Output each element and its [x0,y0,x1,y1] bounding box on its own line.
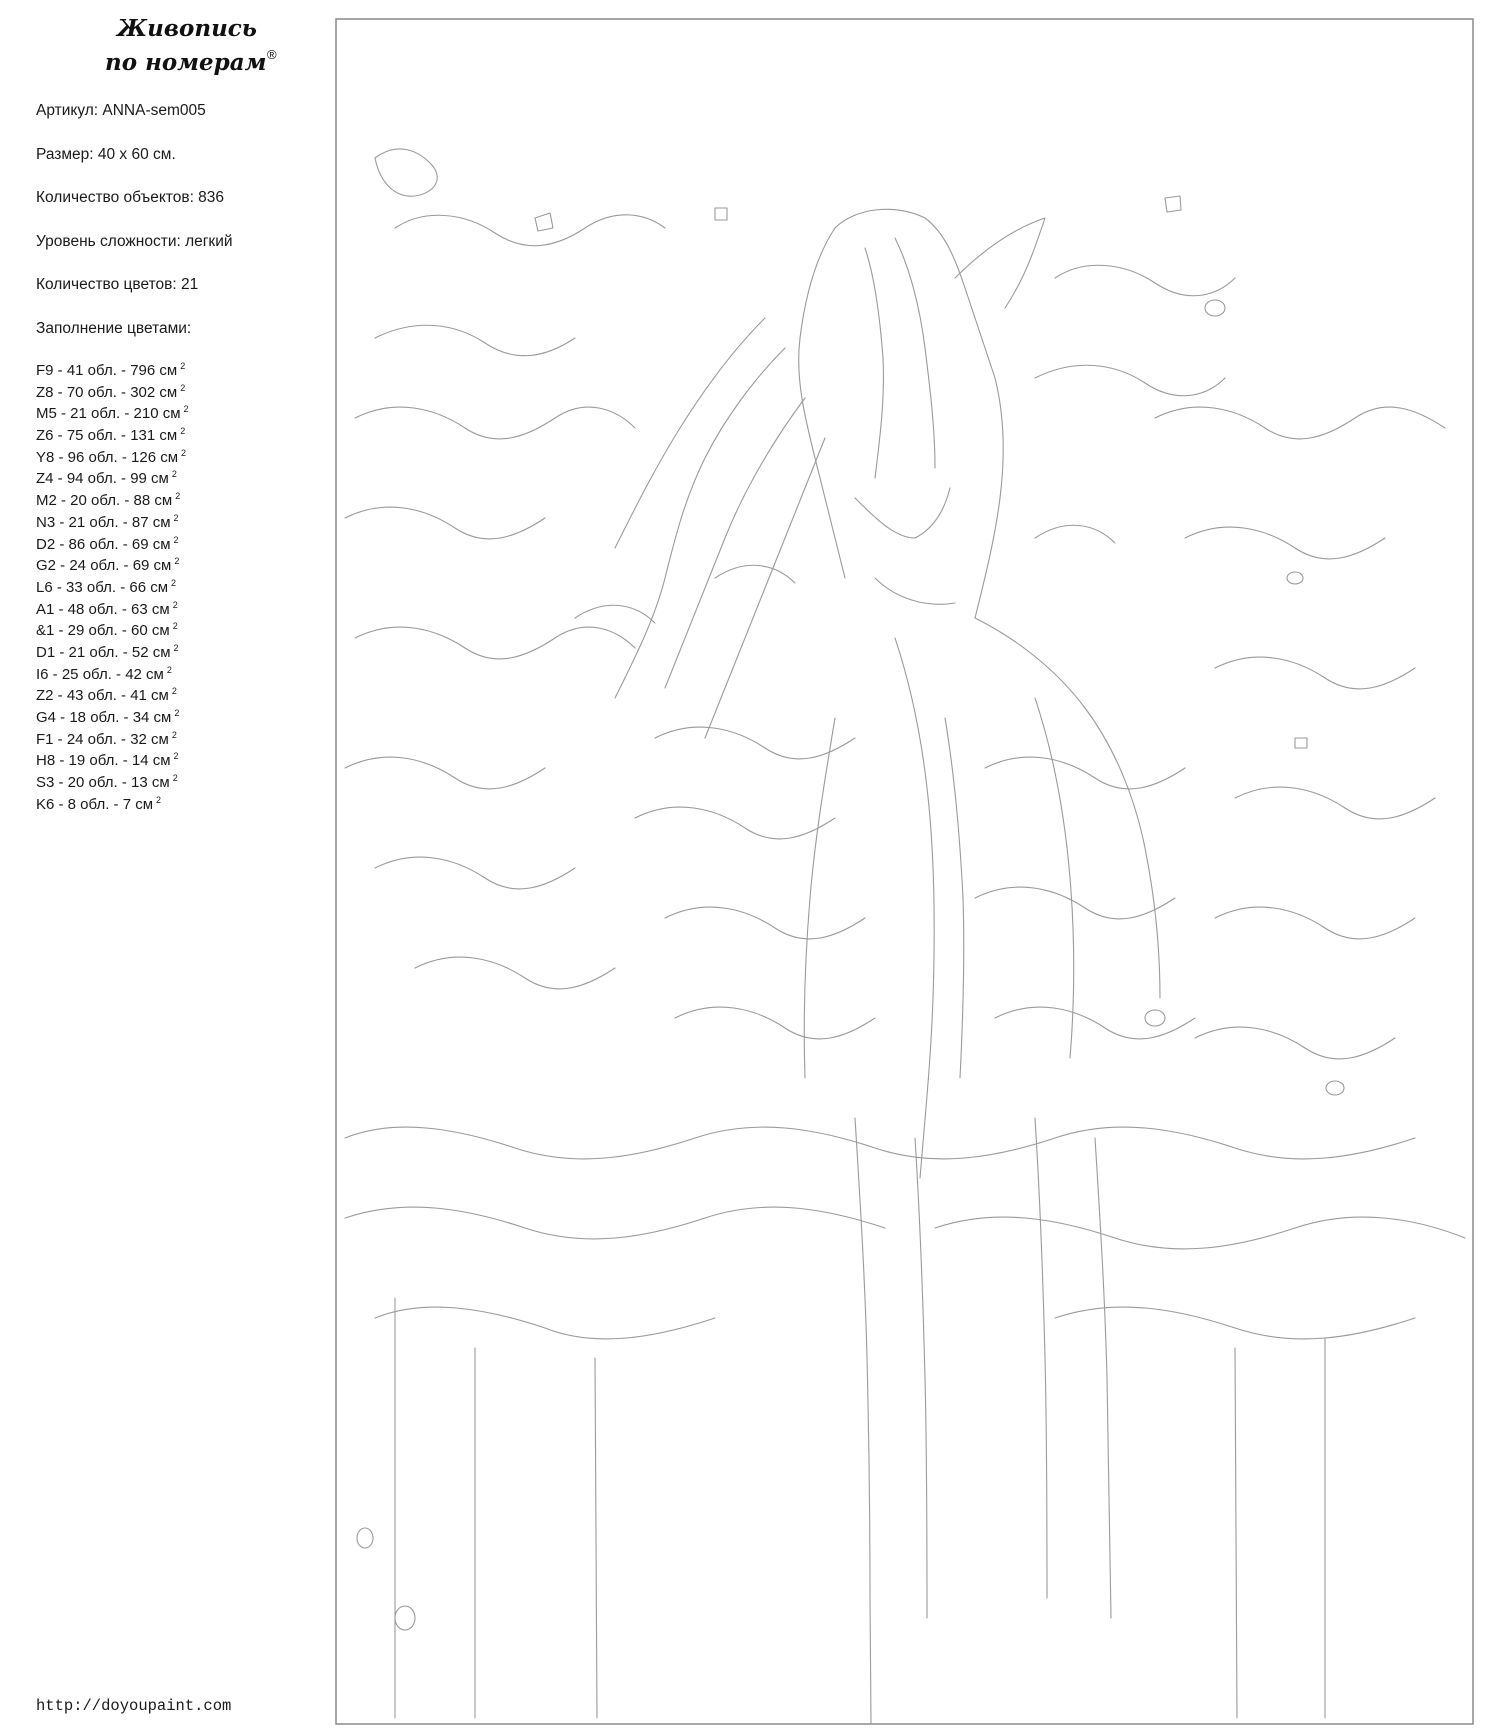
color-fill-row [36,620,189,642]
size-label: Размер: 40 x 60 см. [36,145,176,163]
color-fill-row [36,447,189,469]
color-fill-text: F1 - 24 обл. - 32 см [36,730,169,748]
color-fill-text: G4 - 18 обл. - 34 см [36,709,172,726]
color-fill-text: D1 - 21 обл. - 52 см [36,643,171,661]
fill-heading: Заполнение цветами: [36,319,192,337]
squared-unit-mark: 2 [156,794,162,805]
squared-unit-mark: 2 [180,382,186,393]
color-fill-text: &1 - 29 обл. - 60 см [36,622,170,640]
squared-unit-mark: 2 [173,751,179,762]
squared-unit-mark: 2 [173,512,179,523]
squared-unit-mark: 2 [171,469,177,480]
color-fill-text: Z2 - 43 обл. - 41 см [36,687,169,705]
color-fill-text: I6 - 25 обл. - 42 см [36,665,164,683]
color-fill-row [36,468,189,490]
colors-count-label: Количество цветов: 21 [36,276,199,293]
brand-logo [90,12,290,80]
color-fill-text: F9 - 41 обл. - 796 см [36,362,178,379]
color-fill-row [36,794,189,816]
color-fill-row [36,534,189,556]
squared-unit-mark: 2 [172,773,178,784]
website-link[interactable]: http://doyoupaint.com [36,1697,232,1715]
color-fill-row [36,599,189,621]
squared-unit-mark: 2 [172,621,178,632]
horse-outline-lines [345,149,1465,1724]
color-fill-text: N3 - 21 обл. - 87 см [36,513,171,531]
color-fill-row [36,750,189,772]
squared-unit-mark: 2 [183,404,189,415]
squared-unit-mark: 2 [180,361,186,371]
canvas-frame [336,19,1473,1724]
color-fill-row [36,642,189,664]
color-fill-row [36,577,189,599]
difficulty-label: Уровень сложности: легкий [36,232,233,250]
registered-mark: ® [267,47,277,62]
color-fill-text: Z8 - 70 обл. - 302 см [36,383,178,401]
objects-count-label: Количество объектов: 836 [36,189,225,206]
squared-unit-mark: 2 [166,664,172,675]
article-label: Артикул: ANNA-sem005 [36,102,206,119]
coloring-canvas [335,18,1475,1726]
color-fill-row [36,425,189,447]
color-fill-text: L6 - 33 обл. - 66 см [36,578,169,596]
squared-unit-mark: 2 [173,534,179,545]
color-fill-text: Z6 - 75 обл. - 131 см [36,427,178,445]
info-sidebar [0,0,335,1736]
squared-unit-mark: 2 [180,426,186,437]
squared-unit-mark: 2 [171,686,177,697]
color-fill-text: H8 - 19 обл. - 14 см [36,752,171,770]
brand-line-2: по номерам [105,49,267,76]
brand-line-1: Живопись [117,15,257,42]
outline-drawing [335,18,1475,1726]
color-fill-row [36,555,189,577]
squared-unit-mark: 2 [174,708,180,718]
color-fill-row [36,685,189,707]
squared-unit-mark: 2 [175,491,181,502]
color-fill-list [36,360,189,815]
squared-unit-mark: 2 [171,577,177,588]
color-fill-row [36,664,189,686]
color-fill-row [36,490,189,512]
color-fill-text: Y8 - 96 обл. - 126 см [36,448,179,466]
color-fill-row [36,382,189,404]
product-info [36,102,233,363]
color-fill-text: S3 - 20 обл. - 13 см [36,774,170,792]
color-fill-text: A1 - 48 обл. - 63 см [36,600,170,618]
color-fill-text: K6 - 8 обл. - 7 см [36,795,154,813]
squared-unit-mark: 2 [171,729,177,740]
color-fill-row [36,707,189,729]
color-fill-row [36,512,189,534]
color-fill-text: G2 - 24 обл. - 69 см [36,557,172,575]
color-fill-text: M5 - 21 обл. - 210 см [36,405,181,423]
squared-unit-mark: 2 [173,642,179,653]
color-fill-row [36,360,189,382]
color-fill-text: M2 - 20 обл. - 88 см [36,492,173,510]
color-fill-row [36,729,189,751]
color-fill-row [36,772,189,794]
color-fill-text: D2 - 86 обл. - 69 см [36,535,171,553]
color-fill-text: Z4 - 94 обл. - 99 см [36,470,169,488]
squared-unit-mark: 2 [172,599,178,610]
color-fill-row [36,403,189,425]
squared-unit-mark: 2 [174,556,180,567]
squared-unit-mark: 2 [181,447,187,458]
